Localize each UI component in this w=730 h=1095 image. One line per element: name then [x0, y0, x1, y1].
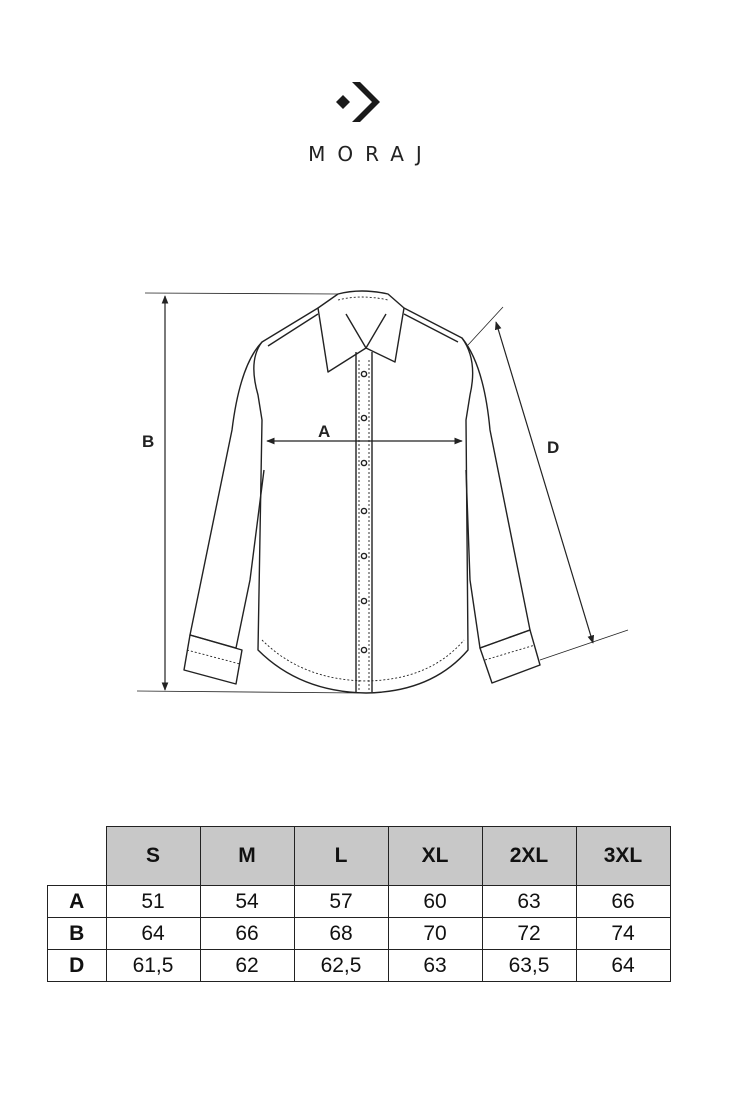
row-label-a: A: [48, 886, 107, 918]
moraj-logo-icon: [333, 78, 383, 128]
row-label-b: B: [48, 918, 107, 950]
dimension-d-arrow: [496, 322, 593, 643]
table-cell: 62: [200, 950, 294, 982]
table-row-d: [48, 950, 671, 982]
size-header-row: [48, 827, 671, 886]
table-cell: 66: [200, 918, 294, 950]
table-cell: 51: [106, 886, 200, 918]
size-header-xl: XL: [388, 827, 482, 886]
table-cell: 57: [294, 886, 388, 918]
size-header-l: L: [294, 827, 388, 886]
table-cell: 64: [106, 918, 200, 950]
dimension-label-d: D: [547, 438, 560, 457]
table-cell: 61,5: [106, 950, 200, 982]
brand-name: MORAJ: [308, 142, 434, 166]
size-header-m: M: [200, 827, 294, 886]
shirt-drawing: [0, 270, 730, 720]
size-chart-table: [47, 826, 671, 982]
table-cell: 64: [576, 950, 670, 982]
table-row-b: [48, 918, 671, 950]
dimension-label-a: A: [318, 422, 331, 441]
table-corner-cell: [48, 827, 107, 886]
table-cell: 66: [576, 886, 670, 918]
table-cell: 74: [576, 918, 670, 950]
dimension-label-b: B: [142, 432, 155, 451]
shirt-measurement-diagram: [0, 270, 730, 720]
table-row-a: [48, 886, 671, 918]
table-cell: 62,5: [294, 950, 388, 982]
table-cell: 63,5: [482, 950, 576, 982]
table-cell: 54: [200, 886, 294, 918]
table-cell: 70: [388, 918, 482, 950]
row-label-d: D: [48, 950, 107, 982]
size-header-3xl: 3XL: [576, 827, 670, 886]
size-header-2xl: 2XL: [482, 827, 576, 886]
table-cell: 60: [388, 886, 482, 918]
table-cell: 63: [388, 950, 482, 982]
table-cell: 63: [482, 886, 576, 918]
table-cell: 72: [482, 918, 576, 950]
table-cell: 68: [294, 918, 388, 950]
size-header-s: S: [106, 827, 200, 886]
brand-logo: [0, 78, 730, 168]
